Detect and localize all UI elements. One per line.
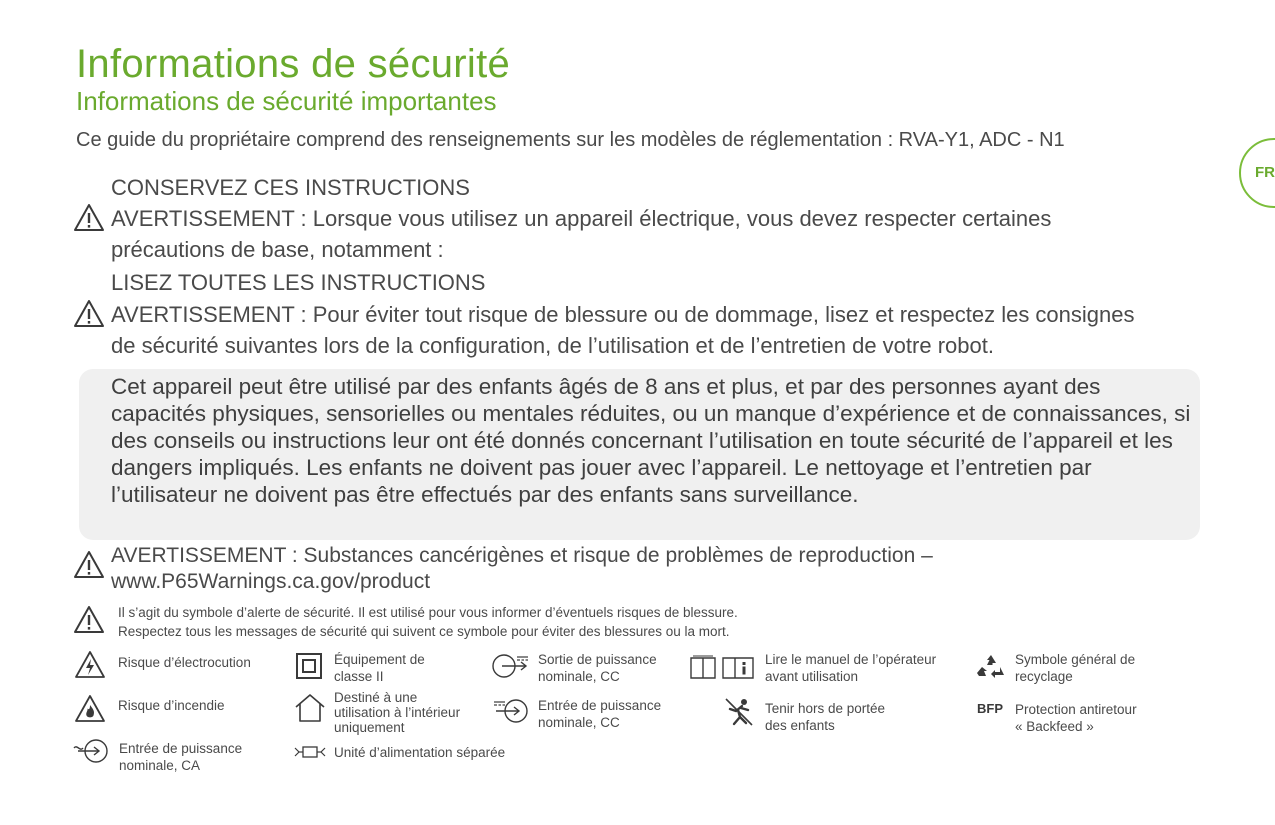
warning-2-line-2: de sécurité suivantes lors de la configuration, de l’utilisation et de l’entretien de votre robot. (111, 333, 994, 358)
class-ii-icon (296, 653, 322, 679)
safety-alert-note (118, 603, 738, 641)
warning-1-line-1: AVERTISSEMENT : Lorsque vous utilisez un appareil électrique, vous devez respecter certaines (111, 206, 1052, 231)
electrocution-icon (74, 650, 106, 680)
safety-alert-line-2: Respectez tous les messages de sécurité qui suivent ce symbole pour éviter des blessures ou la mort. (118, 624, 730, 639)
warning-icon (73, 299, 105, 329)
fire-icon (74, 694, 106, 724)
keep-instructions-heading: CONSERVEZ CES INSTRUCTIONS (111, 175, 470, 200)
notice-text: Cet appareil peut être utilisé par des enfants âgés de 8 ans et plus, et par des personnes ayant des capacités physiques, sensorielles ou mentales réduites, ou un manque d’expérience et de connaissances, si des conseils ou instructions leur ont été donnés concernant l’utilisation en toute sécurité de l’appareil et les dangers impliqués. Les enfants ne doivent pas jouer avec l’appareil. Le nettoyage et l’entretien par l’utilisateur ne doivent pas être effectués par des enfants sans surveillance. (111, 374, 1191, 507)
fire-label: Risque d’incendie (118, 698, 225, 713)
recycling-label: Symbole général de recyclage (1015, 652, 1136, 684)
intro-text: Ce guide du propriétaire comprend des renseignements sur les modèles de réglementation : RVA-Y1, ADC - N1 (76, 129, 1065, 151)
bfp-badge: BFP (977, 701, 1003, 716)
ac-input-label: Entrée de puissance nominale, CA (119, 741, 243, 773)
dc-input-label: Entrée de puissance nominale, CC (538, 698, 662, 730)
keep-away-children-label: Tenir hors de portée des enfants (765, 701, 886, 733)
recycling-icon (976, 653, 1006, 681)
page-title: Informations de sécurité (76, 42, 511, 86)
dc-output-label: Sortie de puissance nominale, CC (538, 652, 657, 684)
language-tab (1239, 138, 1275, 208)
dc-input-icon (492, 698, 530, 724)
p65-link[interactable]: www.P65Warnings.ca.gov/product (111, 570, 431, 593)
warning-icon (73, 550, 105, 580)
warning-1-line-2: précautions de base, notamment : (111, 237, 444, 262)
warning-2-line-1: AVERTISSEMENT : Pour éviter tout risque de blessure ou de dommage, lisez et respectez les consignes (111, 302, 1135, 327)
safety-alert-icon (73, 605, 105, 635)
p65-line-1: AVERTISSEMENT : Substances cancérigènes et risque de problèmes de reproduction – (111, 544, 933, 567)
language-label: FR (1255, 164, 1275, 181)
separate-power-unit-label: Unité d’alimentation séparée (334, 745, 506, 760)
page-subtitle: Informations de sécurité importantes (76, 86, 497, 116)
dc-output-icon (492, 653, 530, 679)
read-manual-label: Lire le manuel de l’opérateur avant utilisation (765, 652, 937, 684)
class-ii-label: Équipement de classe II (334, 652, 425, 684)
electrocution-label: Risque d’électrocution (118, 655, 251, 670)
safety-alert-line-1: Il s’agit du symbole d’alerte de sécurité. Il est utilisé pour vous informer d’éventuels risques de blessure. (118, 605, 738, 620)
read-instructions-heading: LISEZ TOUTES LES INSTRUCTIONS (111, 270, 486, 295)
indoor-use-icon (294, 693, 326, 723)
indoor-use-label: Destiné à une utilisation à l’intérieur uniquement (334, 690, 461, 735)
separate-power-unit-icon (294, 745, 326, 759)
warning-icon (73, 203, 105, 233)
keep-away-children-icon (724, 697, 754, 727)
read-manual-icon (689, 654, 755, 680)
p65-warning (111, 543, 933, 595)
backfeed-protection-label: Protection antiretour « Backfeed » (1015, 702, 1137, 734)
ac-input-icon (72, 738, 110, 764)
